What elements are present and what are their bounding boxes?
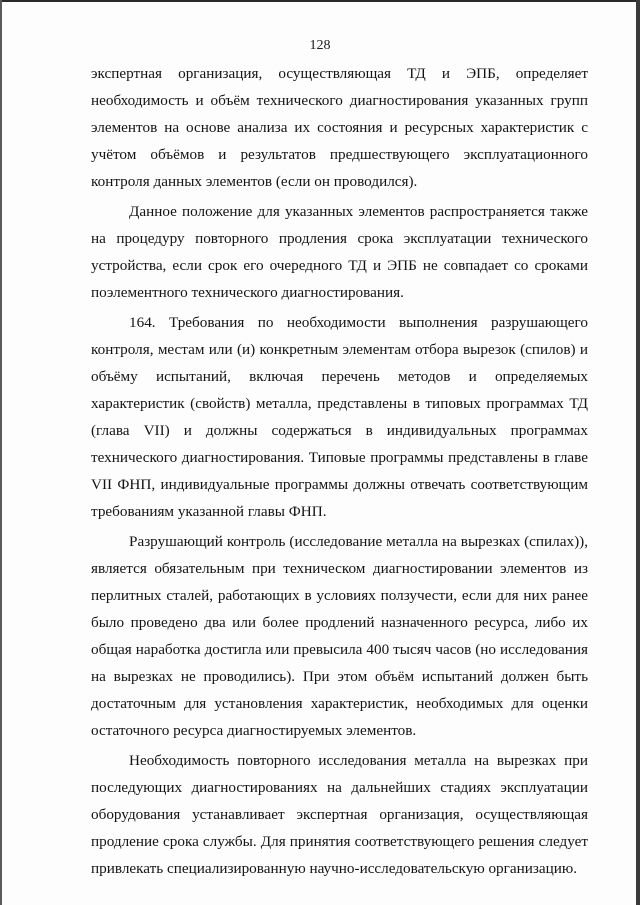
paragraph-4: Разрушающий контроль (исследование металла на вырезках (спилах)), является обязательным при техническом диагностировании элементов из перлитных сталей, работающих в условиях ползучести, если для них ранее было проведено два или более продлений назначенного ресурса, либо их общая наработка достигла или превысила 400 тысяч часов (но исследования на вырезках не проводились). При этом объём испытаний должен быть достаточным для установления характеристик, необходимых для оценки остаточного ресурса диагностируемых элементов. — [91, 533, 588, 739]
paragraph-1: экспертная организация, осуществляющая ТД и ЭПБ, определяет необходимость и объём технического диагностирования указанных групп элементов на основе анализа их состояния и ресурсных характеристик с учётом объёмов и результатов предшествующего эксплуатационного контроля данных элементов (если он проводился). — [91, 65, 588, 190]
paragraph-5: Необходимость повторного исследования металла на вырезках при последующих диагностированиях на дальнейших стадиях эксплуатации оборудования устанавливает экспертная организация, осуществляющая продление срока службы. Для принятия соответствующего решения следует привлекать специализированную научно-исследовательскую организацию. — [91, 752, 588, 877]
paragraph-3: 164. Требования по необходимости выполнения разрушающего контроля, местам или (и) конкретным элементам отбора вырезок (спилов) и объёму испытаний, включая перечень методов и определяемых характеристик (свойств) металла, представлены в типовых программах ТД (глава VII) и должны содержаться в индивидуальных программах технического диагностирования. Типовые программы представлены в главе VII ФНП, индивидуальные программы должны отвечать соответствующим требованиям указанной главы ФНП. — [91, 314, 588, 520]
body-text — [91, 60, 588, 882]
paragraph-2: Данное положение для указанных элементов распространяется также на процедуру повторного продления срока эксплуатации технического устройства, если срок его очередного ТД и ЭПБ не совпадает со сроками поэлементного технического диагностирования. — [91, 203, 588, 301]
scan-edge-right — [636, 0, 640, 905]
scan-edge-top — [0, 0, 640, 2]
scan-edge-left — [0, 0, 2, 905]
page-number: 128 — [309, 38, 331, 53]
